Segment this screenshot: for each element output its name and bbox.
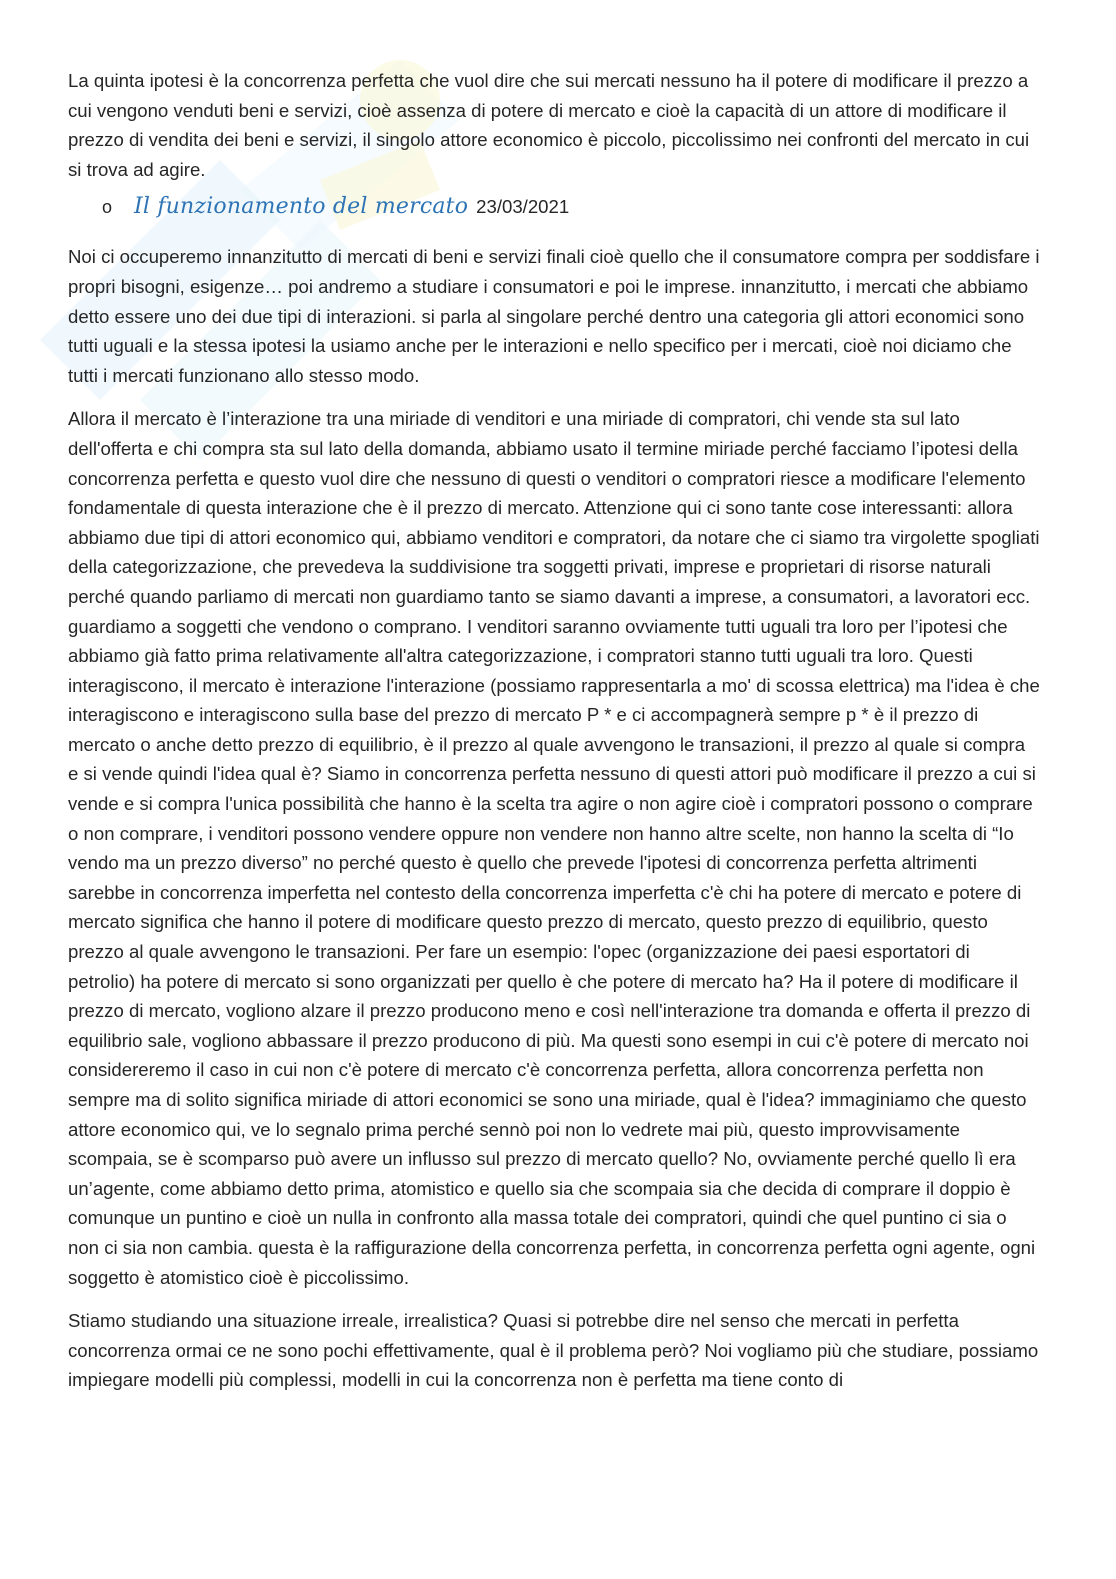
- document-page: [68, 66, 1040, 1395]
- paragraph-intro: La quinta ipotesi è la concorrenza perfetta che vuol dire che sui mercati nessuno ha il potere di modificare il prezzo a cui vengono venduti beni e servizi, cioè assenza di potere di mercato e cioè la capacità di un attore di modificare il prezzo di vendita dei beni e servizi, il singolo attore economico è piccolo, piccolissimo nei confronti del mercato in cui si trova ad agire.: [68, 70, 1030, 180]
- paragraph: Noi ci occuperemo innanzitutto di mercati di beni e servizi finali cioè quello che il consumatore compra per soddisfare i propri bisogni, esigenze… poi andremo a studiare i consumatori e poi le imprese. innanzitutto, i mercati che abbiamo detto essere uno dei due tipi di interazioni. si parla al singolare perché dentro una categoria gli attori economici sono tutti uguali e la stessa ipotesi la usiamo anche per le interazioni e nello specifico per i mercati, cioè noi diciamo che tutti i mercati funzionano allo stesso modo.: [68, 246, 1040, 386]
- bullet-marker: o: [102, 197, 113, 218]
- section-title: Il funzionamento del mercato: [134, 194, 469, 220]
- paragraph: Stiamo studiando una situazione irreale, irrealistica? Quasi si potrebbe dire nel senso che mercati in perfetta concorrenza ormai ce ne sono pochi effettivamente, qual è il problema però? Noi vogliamo più che studiare, possiamo impiegare modelli più complessi, modelli in cui la concorrenza non è perfetta ma tiene conto di: [68, 1310, 1039, 1391]
- section-date: 23/03/2021: [476, 196, 570, 218]
- section-heading: [102, 194, 1040, 234]
- paragraph: Allora il mercato è l’interazione tra una miriade di venditori e una miriade di compratori, chi vende sta sul lato dell'offerta e chi compra sta sul lato della domanda, abbiamo usato il termine miriade perché facciamo l’ipotesi della concorrenza perfetta e questo vuol dire che nessuno di questi o venditori o compratori riesce a modificare l'elemento fondamentale di questa interazione che è il prezzo di mercato. Attenzione qui ci sono tante cose interessanti: allora abbiamo due tipi di attori economico qui, abbiamo venditori e compratori, da notare che ci siamo tra virgolette spogliati della categorizzazione, che prevedeva la suddivisione tra soggetti privati, imprese e proprietari di risorse naturali perché quando parliamo di mercati non guardiamo tanto se siamo davanti a imprese, a consumatori, a lavoratori ecc. guardiamo a soggetti che vendono o comprano. I venditori saranno ovviamente tutti uguali tra loro per l’ipotesi che abbiamo già fatto prima relativamente all'altra categorizzazione, i compratori stanno tutti uguali tra loro. Questi interagiscono, il mercato è interazione l'interazione (possiamo rappresentarla a mo' di scossa elettrica) ma l'idea è che interagiscono e interagiscono sulla base del prezzo di mercato P * e ci accompagnerà sempre p * è il prezzo di mercato o anche detto prezzo di equilibrio, è il prezzo al quale avvengono le transazioni, il prezzo al quale si compra e si vende quindi l'idea qual è? Siamo in concorrenza perfetta nessuno di questi attori può modificare il prezzo a cui si vende e si compra l'unica possibilità che hanno è la scelta tra agire o non agire cioè i compratori possono o comprare o non comprare, i venditori possono vendere oppure non vendere non hanno altre scelte, non hanno la scelta di “Io vendo ma un prezzo diverso” no perché questo è quello che prevede l'ipotesi di concorrenza perfetta altrimenti sarebbe in concorrenza imperfetta nel contesto della concorrenza imperfetta c'è chi ha potere di mercato e potere di mercato significa che hanno il potere di modificare questo prezzo di mercato, questo prezzo di equilibrio, questo prezzo al quale avvengono le transazioni. Per fare un esempio: l'opec (organizzazione dei paesi esportatori di petrolio) ha potere di mercato si sono organizzati per quello è che potere di mercato ha? Ha il potere di modificare il prezzo di mercato, vogliono alzare il prezzo producono meno e così nell'interazione tra domanda e offerta il prezzo di equilibrio sale, vogliono abbassare il prezzo producono di più. Ma questi sono esempi in cui c'è potere di mercato noi considereremo il caso in cui non c'è potere di mercato c'è concorrenza perfetta, allora concorrenza perfetta non sempre ma di solito significa miriade di attori economici se sono una miriade, qual è l'idea? immaginiamo che questo attore economico qui, ve lo segnalo prima perché sennò poi non lo vedrete mai più, questo improvvisamente scompaia, se è scomparso può avere un influsso sul prezzo di mercato quello? No, ovviamente perché quello lì era un’agente, come abbiamo detto prima, atomistico e quello sia che scompaia sia che decida di comprare il doppio è comunque un puntino e cioè un nulla in confronto alla massa totale dei compratori, quindi che quel puntino ci sia o non ci sia non cambia. questa è la raffigurazione della concorrenza perfetta, in concorrenza perfetta ogni agente, ogni soggetto è atomistico cioè è piccolissimo.: [68, 408, 1040, 1288]
